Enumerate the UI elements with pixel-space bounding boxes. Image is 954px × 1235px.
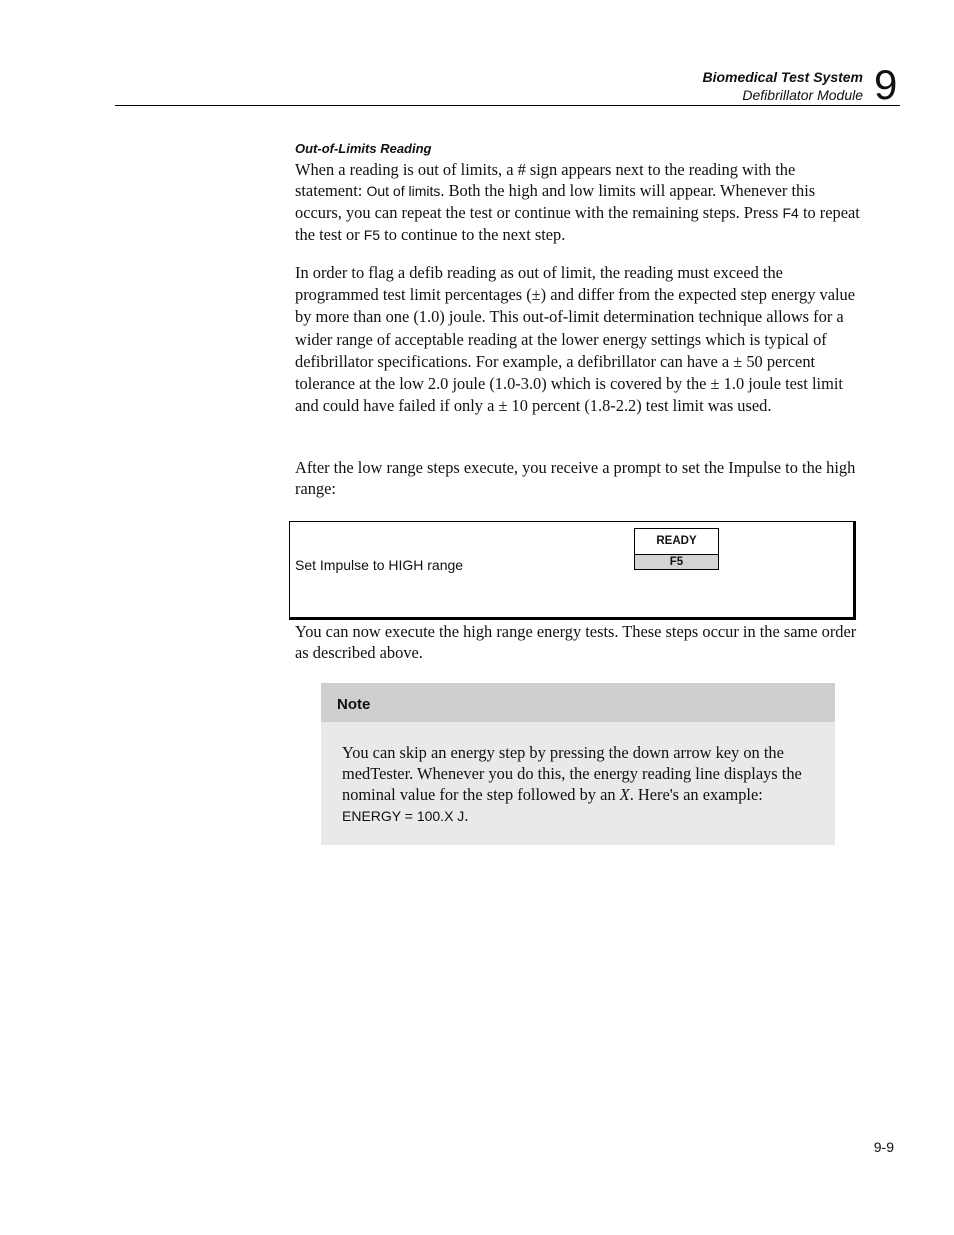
screen-message: Set Impulse to HIGH range (295, 557, 464, 573)
softkey-label: READY (635, 529, 718, 554)
display-screen (289, 521, 856, 620)
note-text-2: . Here's an example: (629, 785, 763, 804)
p1-text-2: . Both the high and low limits will appear. Whenever this occurs, you can repeat the test or continue with the remaining steps. Press (295, 181, 816, 222)
p1-code-f5: F5 (363, 227, 381, 243)
p1-code-out-of-limits: Out of limits (366, 183, 441, 199)
note-box (321, 683, 835, 845)
note-text (342, 742, 822, 827)
p1-text-4: to continue to the next step. (380, 225, 566, 244)
note-heading: Note (321, 683, 835, 722)
header-title-line2: Defibrillator Module (742, 87, 863, 103)
header-title (702, 68, 863, 104)
paragraph-high-range-prompt: After the low range steps execute, you receive a prompt to set the Impulse to the high range: (295, 458, 856, 498)
p1-code-f4: F4 (782, 205, 799, 221)
note-text-1: You can skip an energy step by pressing the down arrow key on the medTester. Whenever you do this, the energy reading line displays the nominal value for the step followed by an (342, 743, 802, 804)
chapter-number: 9 (874, 61, 898, 108)
paragraph-out-of-limits (295, 159, 860, 246)
softkey-f5: F5 (635, 554, 718, 569)
note-x: X (619, 785, 630, 804)
ready-softkey[interactable] (634, 528, 719, 570)
note-text-3: . (464, 806, 469, 825)
header-title-line1: Biomedical Test System (702, 69, 863, 85)
header-rule (115, 105, 900, 106)
note-code-energy: ENERGY = 100.X J (342, 808, 465, 824)
paragraph-flag-reading: In order to flag a defib reading as out of limit, the reading must exceed the programmed test limit percentages (±) and differ from the expected step energy value by more than one (1.0) joule. This out-of-limit determination technique allows for a wider range of acceptable reading at the lower energy settings which is typical of defibrillator specifications. For example, a defibrillator can have a ± 50 percent tolerance at the low 2.0 joule (1.0-3.0) which is covered by the ± 1.0 joule test limit and could have failed if only a ± 10 percent (1.8-2.2) test limit was used. (295, 263, 855, 416)
p1-text-3: to repeat the test or (295, 203, 860, 244)
p1-text-1: When a reading is out of limits, a # sign appears next to the reading with the statement: (295, 160, 796, 200)
page-number: 9-9 (873, 1139, 894, 1155)
paragraph-high-range-tests: You can now execute the high range energy tests. These steps occur in the same order as described above. (295, 622, 857, 662)
section-heading: Out-of-Limits Reading (295, 141, 432, 156)
